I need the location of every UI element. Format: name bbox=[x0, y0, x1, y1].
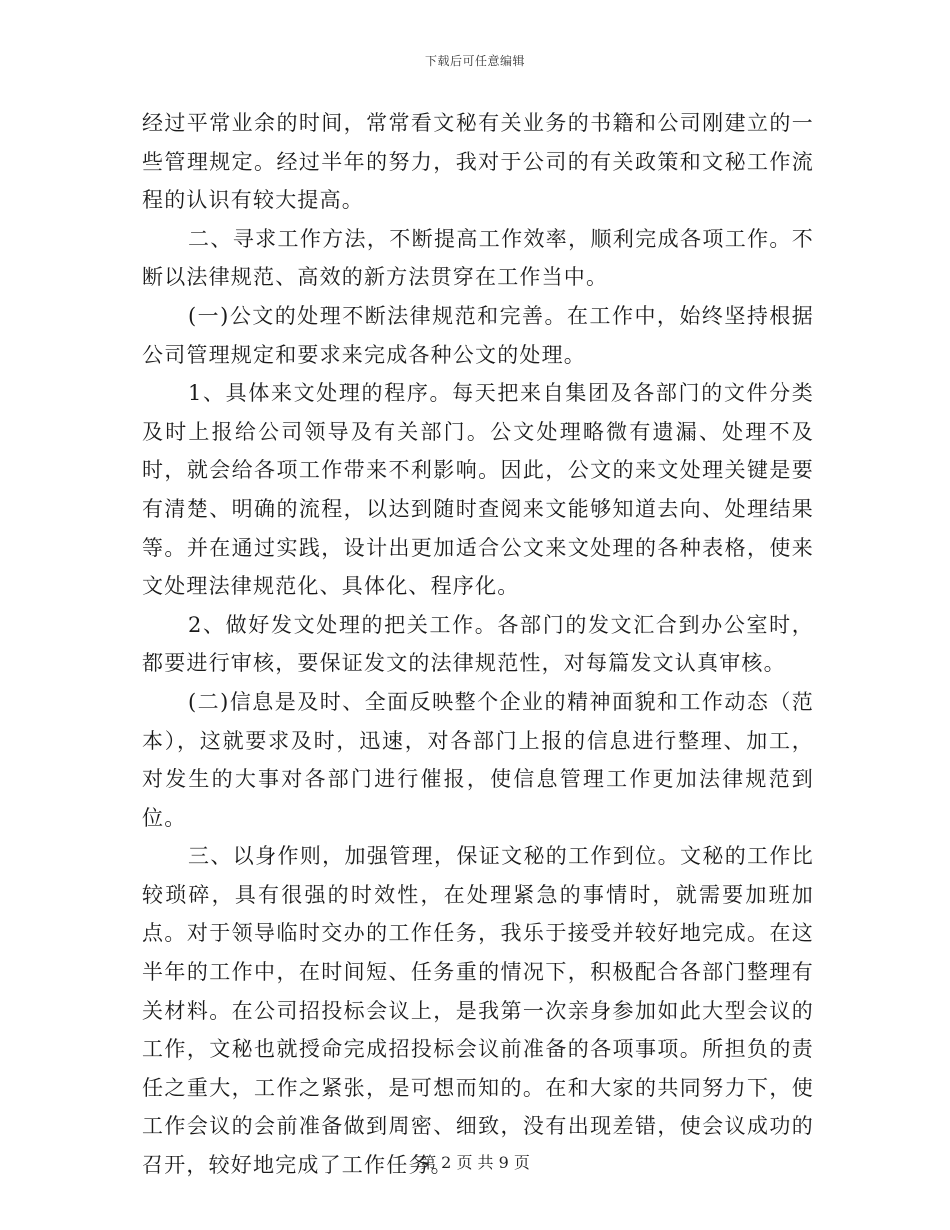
page-number: 第 2 页 共 9 页 bbox=[420, 1153, 530, 1172]
paragraph-item-one: 1、具体来文处理的程序。每天把来自集团及各部门的文件分类及时上报给公司领导及有关部门。公文处理略微有遗漏、处理不及时，就会给各项工作带来不利影响。因此，公文的来文处理关键是要有清楚、明确的流程，以达到随时查阅来文能够知道去向、处理结果等。并在通过实践，设计出更加适合公文来文处理的各种表格，使来文处理法律规范化、具体化、程序化。 bbox=[142, 381, 814, 599]
paragraph-item-two: 2、做好发文处理的把关工作。各部门的发文汇合到办公室时，都要进行审核，要保证发文的法律规范性，对每篇发文认真审核。 bbox=[142, 612, 814, 676]
document-body bbox=[142, 104, 814, 1185]
paragraph-subsection-one: (一)公文的处理不断法律规范和完善。在工作中，始终坚持根据公司管理规定和要求来完成各种公文的处理。 bbox=[142, 303, 814, 367]
paragraph-continuation: 经过平常业余的时间，常常看文秘有关业务的书籍和公司刚建立的一些管理规定。经过半年的努力，我对于公司的有关政策和文秘工作流程的认识有较大提高。 bbox=[142, 111, 814, 213]
paragraph-subsection-two: (二)信息是及时、全面反映整个企业的精神面貌和工作动态（范本），这就要求及时，迅速，对各部门上报的信息进行整理、加工，对发生的大事对各部门进行催报，使信息管理工作更加法律规范到位。 bbox=[142, 689, 814, 830]
page-header: 下载后可任意编辑 bbox=[424, 54, 525, 68]
paragraph-section-two: 二、寻求工作方法，不断提高工作效率，顺利完成各项工作。不断以法律规范、高效的新方法贯穿在工作当中。 bbox=[142, 226, 814, 290]
paragraph-section-three: 三、以身作则，加强管理，保证文秘的工作到位。文秘的工作比较琐碎，具有很强的时效性，在处理紧急的事情时，就需要加班加点。对于领导临时交办的工作任务，我乐于接受并较好地完成。在这半年的工作中，在时间短、任务重的情况下，积极配合各部门整理有关材料。在公司招投标会议上，是我第一次亲身参加如此大型会议的工作，文秘也就授命完成招投标会议前准备的各项事项。所担负的责任之重大，工作之紧张，是可想而知的。在和大家的共同努力下，使工作会议的会前准备做到周密、细致，没有出现差错，使会议成功的召开，较好地完成了工作任务。 bbox=[142, 844, 814, 1178]
